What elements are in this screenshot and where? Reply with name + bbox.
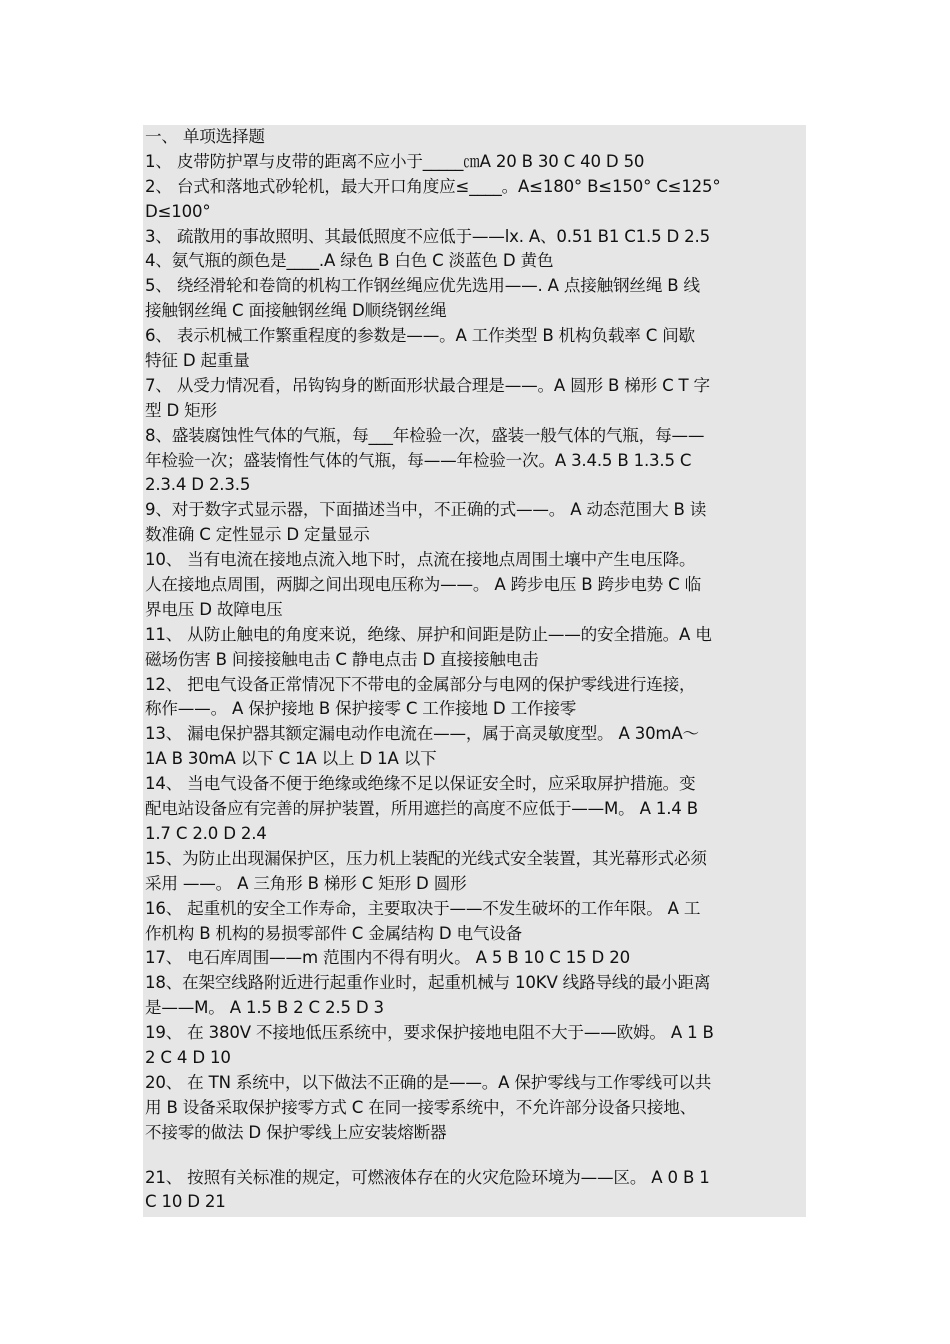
text-line: 型 D 矩形 — [145, 400, 217, 420]
text-line: 16、 起重机的安全工作寿命，主要取决于——不发生破坏的工作年限。 A 工 — [145, 898, 701, 918]
text-line: C 10 D 21 — [145, 1192, 226, 1212]
text-line: 作机构 B 机构的易损零部件 C 金属结构 D 电气设备 — [145, 923, 523, 943]
text-line: 21、 按照有关标准的规定，可燃液体存在的火灾危险环境为——区。 A 0 B 1 — [145, 1167, 710, 1187]
blank-line — [145, 1146, 806, 1166]
text-line: 1.7 C 2.0 D 2.4 — [145, 823, 267, 843]
text-line: 人在接地点周围，两脚之间出现电压称为——。 A 跨步电压 B 跨步电势 C 临 — [145, 575, 701, 595]
text-line: 9、对于数字式显示器，下面描述当中，不正确的式——。 A 动态范围大 B 读 — [145, 500, 707, 520]
text-line: 13、 漏电保护器其额定漏电动作电流在——，属于高灵敏度型。 A 30mA～ — [145, 724, 699, 744]
text-line: 磁场伤害 B 间接接触电击 C 静电点击 D 直接接触电击 — [145, 649, 539, 669]
text-line: 10、 当有电流在接地点流入地下时，点流在接地点周围土壤中产生电压降。 — [145, 550, 696, 570]
text-line: 15、为防止出现漏保护区，压力机上装配的光线式安全装置，其光幕形式必须 — [145, 848, 707, 868]
text-line: 20、 在 TN 系统中，以下做法不正确的是——。A 保护零线与工作零线可以共 — [145, 1072, 712, 1092]
text-line: 8、盛装腐蚀性气体的气瓶，每___年检验一次，盛装一般气体的气瓶，每—— — [145, 425, 705, 445]
text-line: 17、 电石库周围——m 范围内不得有明火。 A 5 B 10 C 15 D 20 — [145, 948, 630, 968]
text-line: D≤100° — [145, 201, 211, 221]
text-line: 是——M。 A 1.5 B 2 C 2.5 D 3 — [145, 998, 384, 1018]
text-line: 采用 ——。 A 三角形 B 梯形 C 矩形 D 圆形 — [145, 873, 467, 893]
text-line: 6、 表示机械工作繁重程度的参数是——。A 工作类型 B 机构负载率 C 间歇 — [145, 326, 695, 346]
text-line: 配电站设备应有完善的屏护装置，所用遮拦的高度不应低于——M。 A 1.4 B — [145, 799, 698, 819]
text-line: 1A B 30mA 以下 C 1A 以上 D 1A 以下 — [145, 749, 437, 769]
text-line: 2 C 4 D 10 — [145, 1047, 231, 1067]
text-line: 用 B 设备采取保护接零方式 C 在同一接零系统中，不允许部分设备只接地、 — [145, 1097, 697, 1117]
text-line: 界电压 D 故障电压 — [145, 599, 283, 619]
text-line: 18、在架空线路附近进行起重作业时，起重机械与 10KV 线路导线的最小距离 — [145, 973, 711, 993]
text-line: 12、 把电气设备正常情况下不带电的金属部分与电网的保护零线进行连接， — [145, 674, 696, 694]
text-line: 3、 疏散用的事故照明、其最低照度不应低于——lx. A、0.51 B1 C1.5 D 2.5 — [145, 226, 710, 246]
text-line: 5、 绕经滑轮和卷筒的机构工作钢丝绳应优先选用——. A 点接触钢丝绳 B 线 — [145, 276, 700, 296]
text-line: 11、 从防止触电的角度来说，绝缘、屏护和间距是防止——的安全措施。A 电 — [145, 624, 712, 644]
text-line: 接触钢丝绳 C 面接触钢丝绳 D顺绕钢丝绳 — [145, 301, 447, 321]
text-line: 称作——。 A 保护接地 B 保护接零 C 工作接地 D 工作接零 — [145, 699, 577, 719]
text-line: 2、 台式和落地式砂轮机，最大开口角度应≤____。A≤180° B≤150° C≤125° — [145, 176, 721, 196]
text-line: 19、 在 380V 不接地低压系统中，要求保护接地电阻不大于——欧姆。 A 1 B — [145, 1023, 714, 1043]
document-page — [143, 125, 806, 1217]
text-line: 一、 单项选择题 — [145, 127, 265, 146]
text-line: 数准确 C 定性显示 D 定量显示 — [145, 525, 370, 545]
text-line: 14、 当电气设备不便于绝缘或绝缘不足以保证安全时，应采取屏护措施。变 — [145, 774, 696, 794]
text-line: 不接零的做法 D 保护零线上应安装熔断器 — [145, 1122, 447, 1142]
text-line: 年检验一次；盛装惰性气体的气瓶，每——年检验一次。A 3.4.5 B 1.3.5 C — [145, 450, 692, 470]
text-line: 2.3.4 D 2.3.5 — [145, 475, 251, 495]
text-line: 1、 皮带防护罩与皮带的距离不应小于_____㎝A 20 B 30 C 40 D 50 — [145, 151, 645, 171]
text-line: 4、氨气瓶的颜色是____.A 绿色 B 白色 C 淡蓝色 D 黄色 — [145, 251, 554, 271]
text-line: 特征 D 起重量 — [145, 351, 250, 371]
document-text — [145, 125, 806, 1215]
text-line: 7、 从受力情况看，吊钩钩身的断面形状最合理是——。A 圆形 B 梯形 C T 字 — [145, 375, 710, 395]
